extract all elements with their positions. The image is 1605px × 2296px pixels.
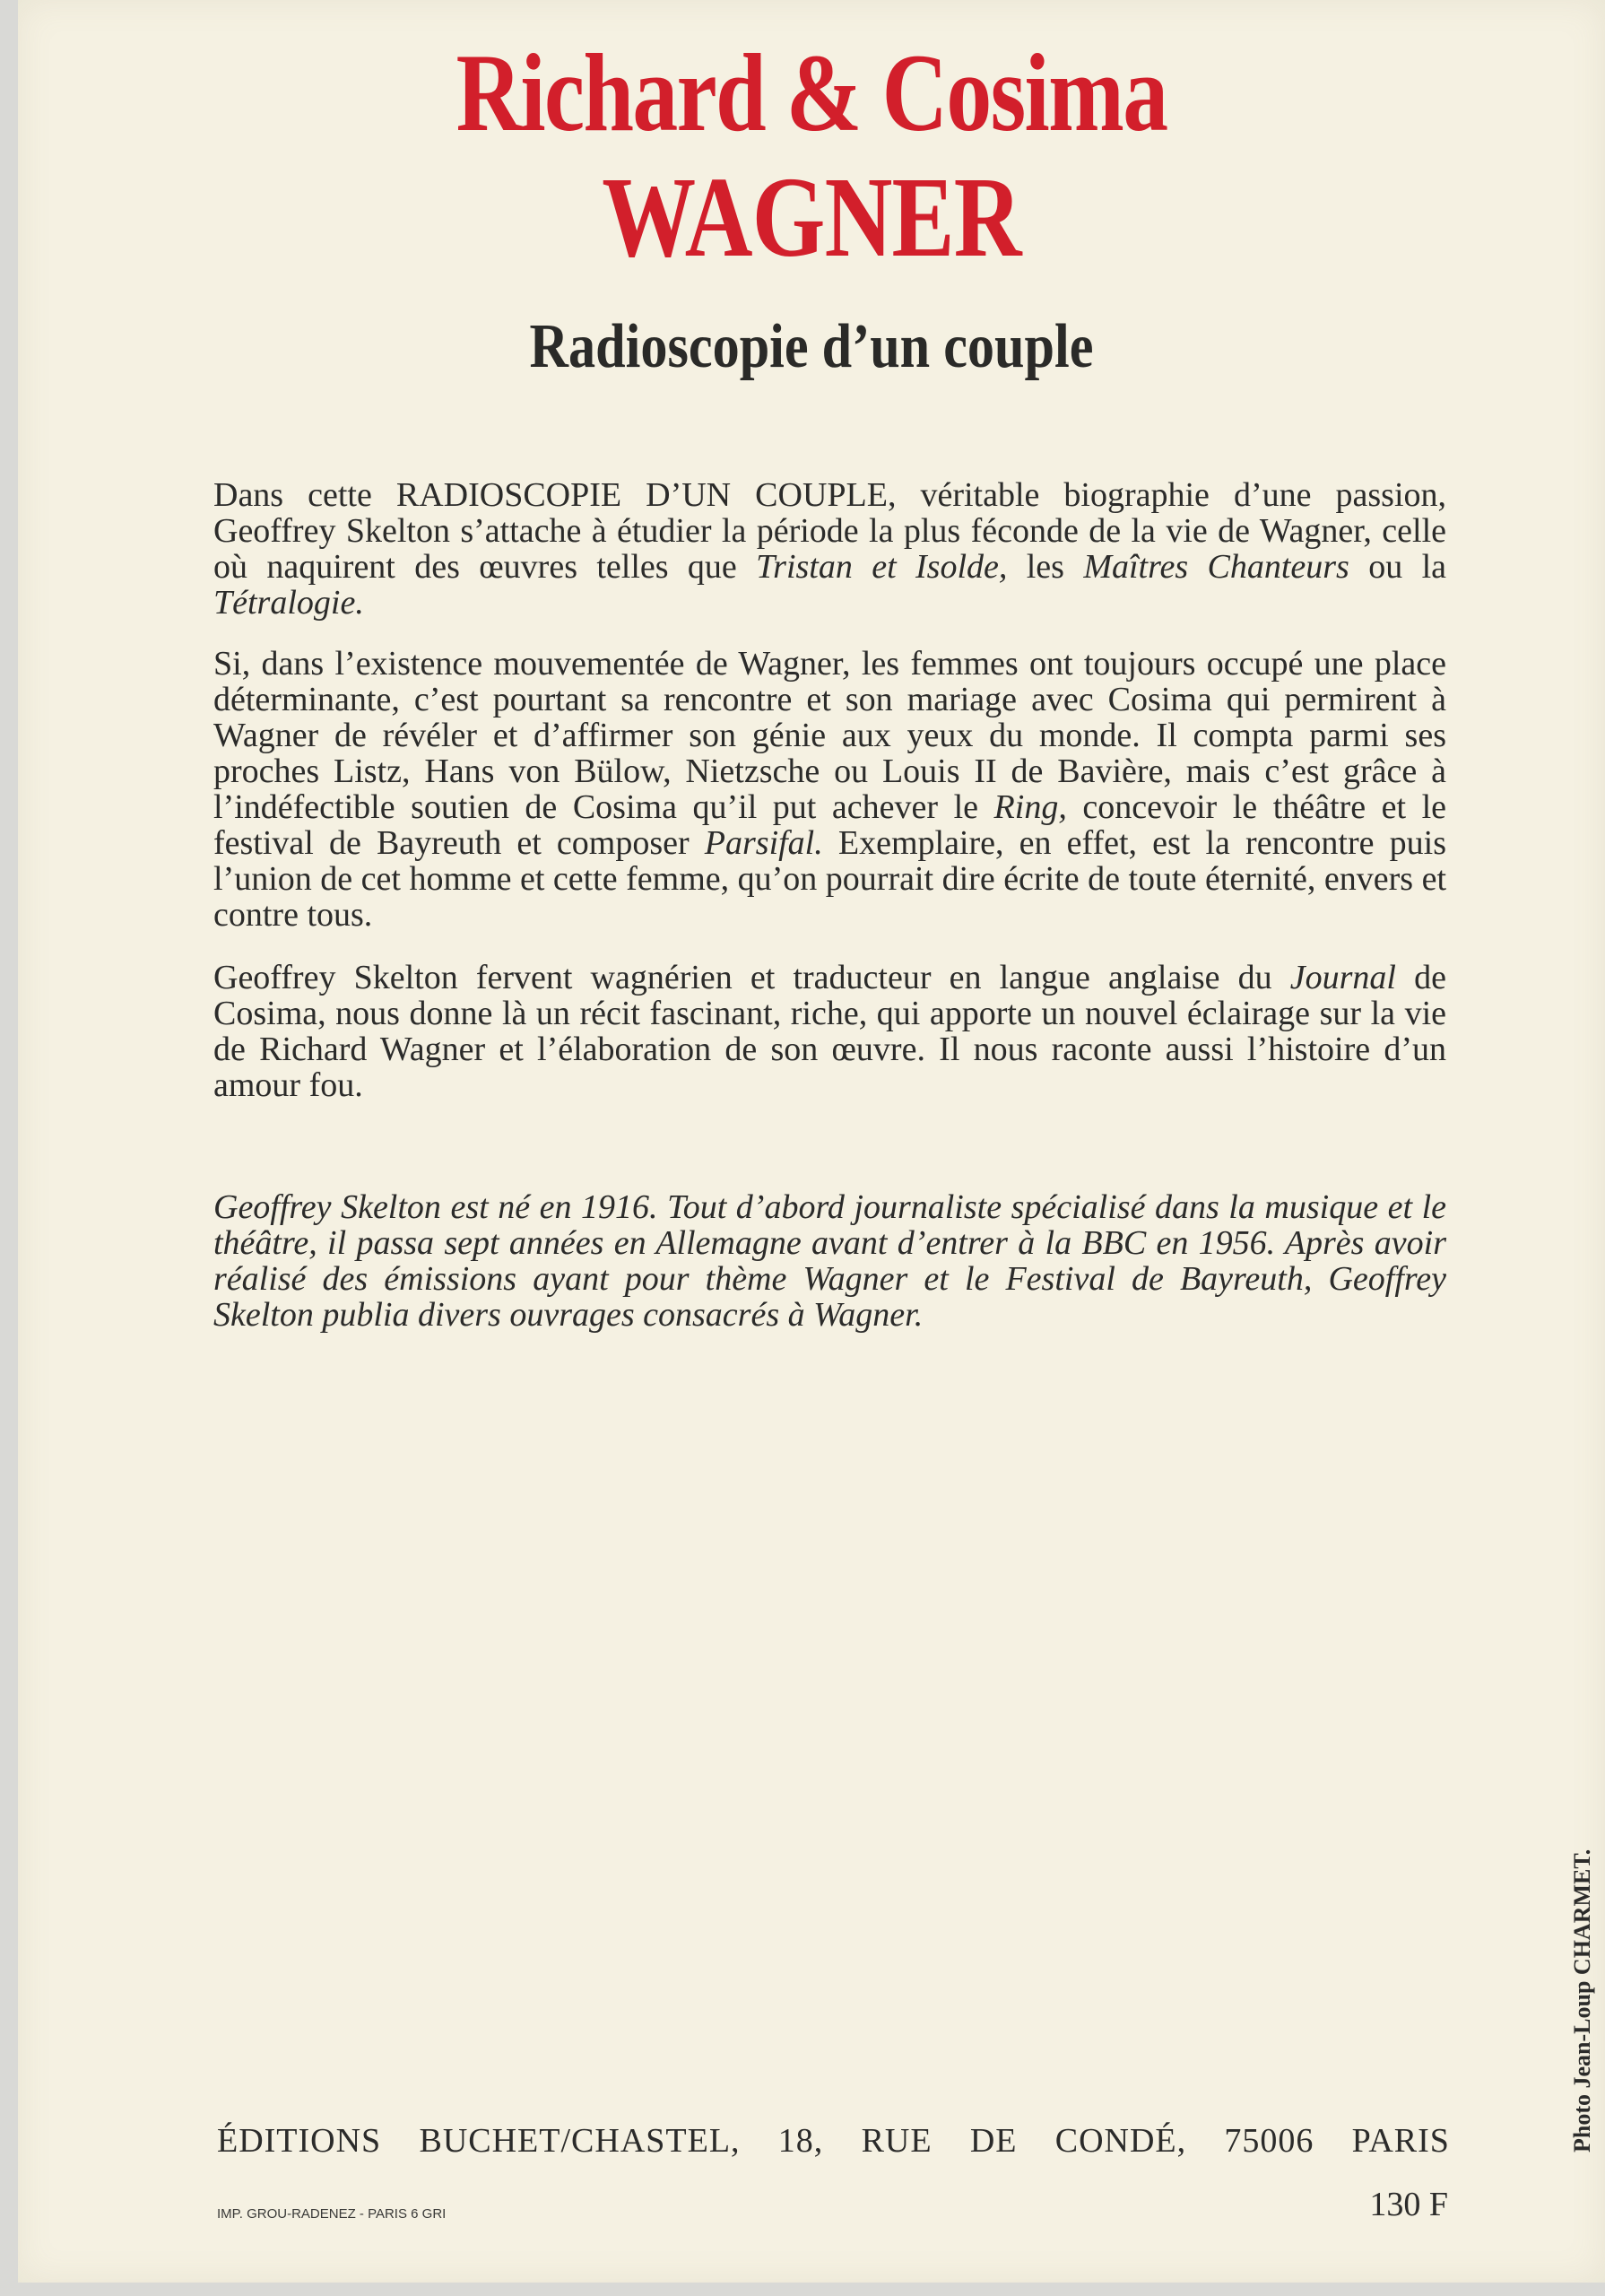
publisher-word: ÉDITIONS — [217, 2122, 382, 2160]
italic-title-text: Ring, — [993, 788, 1067, 826]
italic-title-text: Maîtres Chanteurs — [1083, 548, 1349, 586]
paragraph-text: de Cosima, nous donne là un récit fascinant, riche, qui apporte un nouvel éclairage sur la vie de Richard Wagner et l’élaboration de son œuvre. Il nous raconte aussi l’histoire d’un amour fou. — [213, 959, 1446, 1104]
back-cover — [18, 0, 1605, 2283]
paragraph-text: concevoir le théâtre et le festival de Bayreuth et composer — [213, 788, 1447, 862]
publisher-word: RUE — [861, 2122, 933, 2160]
publisher-word: CONDÉ, — [1054, 2122, 1187, 2160]
publisher-word: 75006 — [1224, 2122, 1314, 2160]
title-names: Richard & Cosima — [455, 31, 1167, 154]
paragraph-text: Geoffrey Skelton fervent wagnérien et traducteur en langue anglaise du — [213, 959, 1290, 996]
paragraph-text: ou la — [1349, 548, 1446, 586]
publisher-word: BUCHET/CHASTEL, — [419, 2122, 741, 2160]
author-bio — [213, 1189, 1446, 1333]
publisher-word: DE — [969, 2122, 1018, 2160]
description-paragraph-1 — [213, 477, 1446, 621]
publisher-line — [217, 2121, 1450, 2161]
italic-title-text: Tétralogie. — [213, 584, 364, 622]
italic-title-text: Tristan et Isolde, — [756, 548, 1008, 586]
photo-credit: Photo Jean-Loup CHARMET. — [1569, 1848, 1595, 2152]
price: 130 F — [1369, 2186, 1448, 2223]
subtitle: Radioscopie d’un couple — [529, 312, 1094, 381]
description-paragraph-2 — [213, 646, 1446, 933]
publisher-word: 18, — [777, 2122, 824, 2160]
italic-title-text: Parsifal. — [704, 824, 823, 862]
title-surname: WAGNER — [602, 153, 1021, 281]
paragraph-text: Si, dans l’existence mouvementée de Wagner, les femmes ont toujours occupé une place déterminante, c’est pourtant sa rencontre et son mariage avec Cosima qui permirent à Wagner de révéler et d’affirmer son génie aux yeux du monde. Il compta parmi ses proches Listz, Hans von Bülow, Nietzsche ou Louis II de Bavière, mais c’est grâce à l’indéfectible soutien de Cosima qu’il put achever le — [213, 645, 1446, 826]
paragraph-text: les — [1007, 548, 1084, 586]
paragraph-text: Exemplaire, en effet, est la rencontre puis l’union de cet homme et cette femme, qu’on pourrait dire écrite de toute éternité, envers et contre tous. — [213, 824, 1446, 934]
author-bio-text: Geoffrey Skelton est né en 1916. Tout d’abord journaliste spécialisé dans la musique et le théâtre, il passa sept années en Allemagne avant d’entrer à la BBC en 1956. Après avoir réalisé des émissions ayant pour thème Wagner et le Festival de Bayreuth, Geoffrey Skelton publia divers ouvrages consacrés à Wagner. — [213, 1188, 1446, 1334]
italic-title-text: Journal — [1289, 959, 1396, 996]
publisher-word: PARIS — [1351, 2122, 1450, 2160]
paragraph-text: Dans cette RADIOSCOPIE D’UN COUPLE, véritable biographie d’une passion, Geoffrey Skelton s’attache à étudier la période la plus féconde de la vie de Wagner, celle où naquirent des œuvres telles que — [213, 476, 1446, 586]
description-paragraph-3 — [213, 960, 1446, 1103]
printer-imprint: IMP. GROU-RADENEZ - PARIS 6 GRI — [217, 2206, 447, 2222]
